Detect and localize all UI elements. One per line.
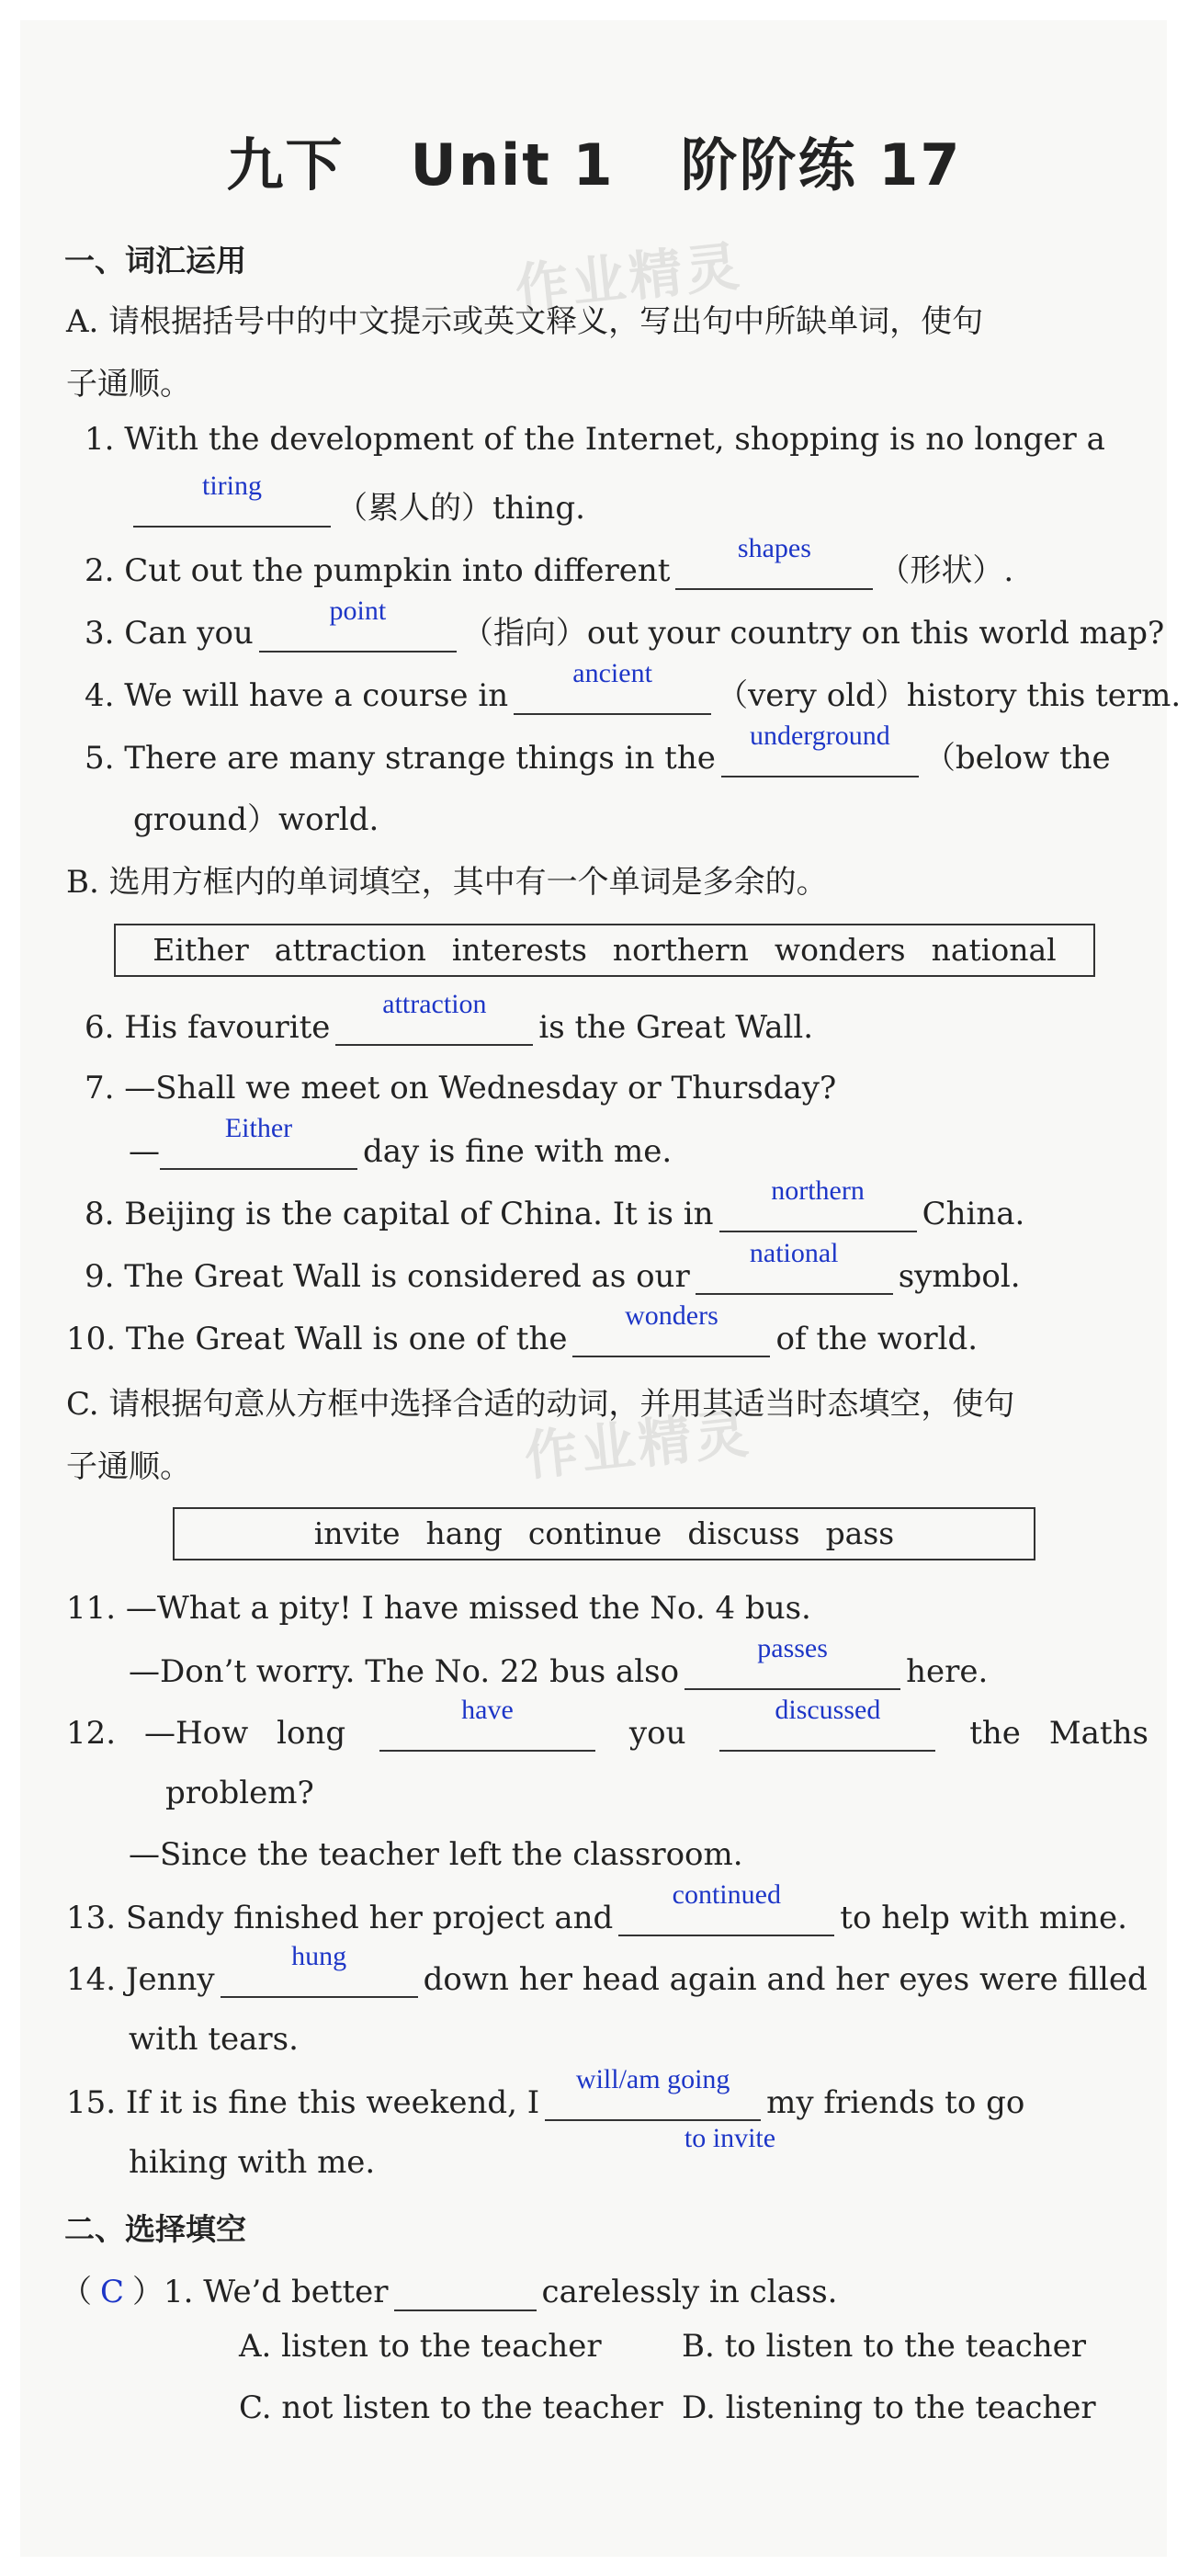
watermark: 作业精灵 — [521, 1401, 755, 1488]
question-9: 9. The Great Wall is considered as our national symbol. — [85, 1238, 1021, 1295]
instruction-c-line1: C. 请根据句意从方框中选择合适的动词，并用其适当时态填空，使句 — [66, 1386, 1015, 1423]
option-b[interactable]: B. to listen to the teacher — [682, 2328, 1087, 2365]
selected-choice[interactable]: C — [99, 2274, 124, 2310]
question-11: 11. —What a pity! I have missed the No. 4 bus. — [66, 1590, 811, 1627]
answer-blank[interactable]: passes — [685, 1651, 900, 1690]
question-2: 2. Cut out the pumpkin into different shapes （形状）. — [85, 533, 1014, 589]
answer-blank[interactable]: continued — [618, 1898, 834, 1936]
answer-blank[interactable] — [394, 2273, 537, 2311]
question-13: 13. Sandy finished her project and continued to help with mine. — [66, 1879, 1127, 1936]
answer-blank[interactable]: discussed — [719, 1713, 935, 1752]
watermark: 作业精灵 — [512, 234, 746, 321]
answer-blank[interactable]: hung — [221, 1959, 418, 1998]
question-7-line2: — Either day is fine with me. — [129, 1113, 673, 1170]
instruction-b: B. 选用方框内的单词填空，其中有一个单词是多余的。 — [66, 864, 828, 901]
question-3: 3. Can you point （指向）out your country on this world map? — [85, 596, 1165, 652]
question-4: 4. We will have a course in ancient （very old）history this term. — [85, 658, 1182, 714]
section-heading-vocabulary: 一、词汇运用 — [64, 243, 246, 278]
question-14: 14. Jenny hung down her head again and her eyes were filled — [66, 1941, 1148, 1998]
answer-blank[interactable]: attraction — [335, 1007, 533, 1046]
question-1-line2: tiring （累人的）thing. — [133, 482, 585, 528]
instruction-c-line2: 子通顺。 — [66, 1448, 191, 1485]
question-7: 7. —Shall we meet on Wednesday or Thursday? — [85, 1070, 837, 1106]
question-8: 8. Beijing is the capital of China. It is in northern China. — [85, 1175, 1025, 1232]
question-12-line3: —Since the teacher left the classroom. — [129, 1836, 743, 1873]
question-15-line2: hiking with me. — [129, 2144, 376, 2181]
answer-blank[interactable]: northern — [719, 1194, 917, 1232]
word-box-b: Either attraction interests northern wonders national — [114, 924, 1095, 977]
instruction-a-line1: A. 请根据括号中的中文提示或英文释义，写出句中所缺单词，使句 — [66, 303, 984, 340]
word-box-c: invite hang continue discuss pass — [173, 1507, 1035, 1560]
question-10: 10. The Great Wall is one of the wonders of the world. — [66, 1300, 979, 1357]
section-heading-multiple-choice: 二、选择填空 — [64, 2211, 246, 2247]
answer-blank[interactable]: ancient — [514, 676, 711, 715]
question-14-line2: with tears. — [129, 2021, 299, 2058]
question-6: 6. His favourite attraction is the Great Wall. — [85, 989, 814, 1046]
option-a[interactable]: A. listen to the teacher — [239, 2328, 602, 2365]
answer-continuation: to invite — [684, 2123, 776, 2153]
answer-blank[interactable]: national — [696, 1256, 893, 1295]
question-1: 1. With the development of the Internet, shopping is no longer a — [85, 421, 1105, 458]
option-d[interactable]: D. listening to the teacher — [682, 2389, 1096, 2426]
question-12-line2: problem? — [165, 1775, 314, 1811]
option-c[interactable]: C. not listen to the teacher — [239, 2389, 663, 2426]
question-15: 15. If it is fine this weekend, I will/am going my friends to go — [66, 2064, 1025, 2121]
page-title: 九下 Unit 1 阶阶练 17 — [226, 131, 962, 199]
answer-blank[interactable]: will/am going — [545, 2082, 761, 2121]
answer-blank[interactable]: shapes — [675, 551, 873, 590]
question-5-line2: ground）world. — [133, 801, 379, 838]
answer-blank[interactable]: wonders — [572, 1319, 770, 1357]
answer-blank[interactable]: Either — [160, 1131, 357, 1170]
question-5: 5. There are many strange things in the underground （below the — [85, 721, 1111, 777]
question-12: 12. —How long have you discussed the Maths — [66, 1695, 1148, 1752]
answer-blank[interactable]: have — [379, 1713, 595, 1752]
answer-blank[interactable]: tiring — [133, 489, 331, 528]
answer-blank[interactable]: point — [259, 614, 457, 653]
question-11-line2: —Don’t worry. The No. 22 bus also passes here. — [129, 1633, 989, 1690]
answer-blank[interactable]: underground — [721, 739, 919, 777]
mc-question-1: （ C ）1. We’d better carelessly in class. — [61, 2274, 838, 2310]
instruction-a-line2: 子通顺。 — [66, 366, 191, 403]
